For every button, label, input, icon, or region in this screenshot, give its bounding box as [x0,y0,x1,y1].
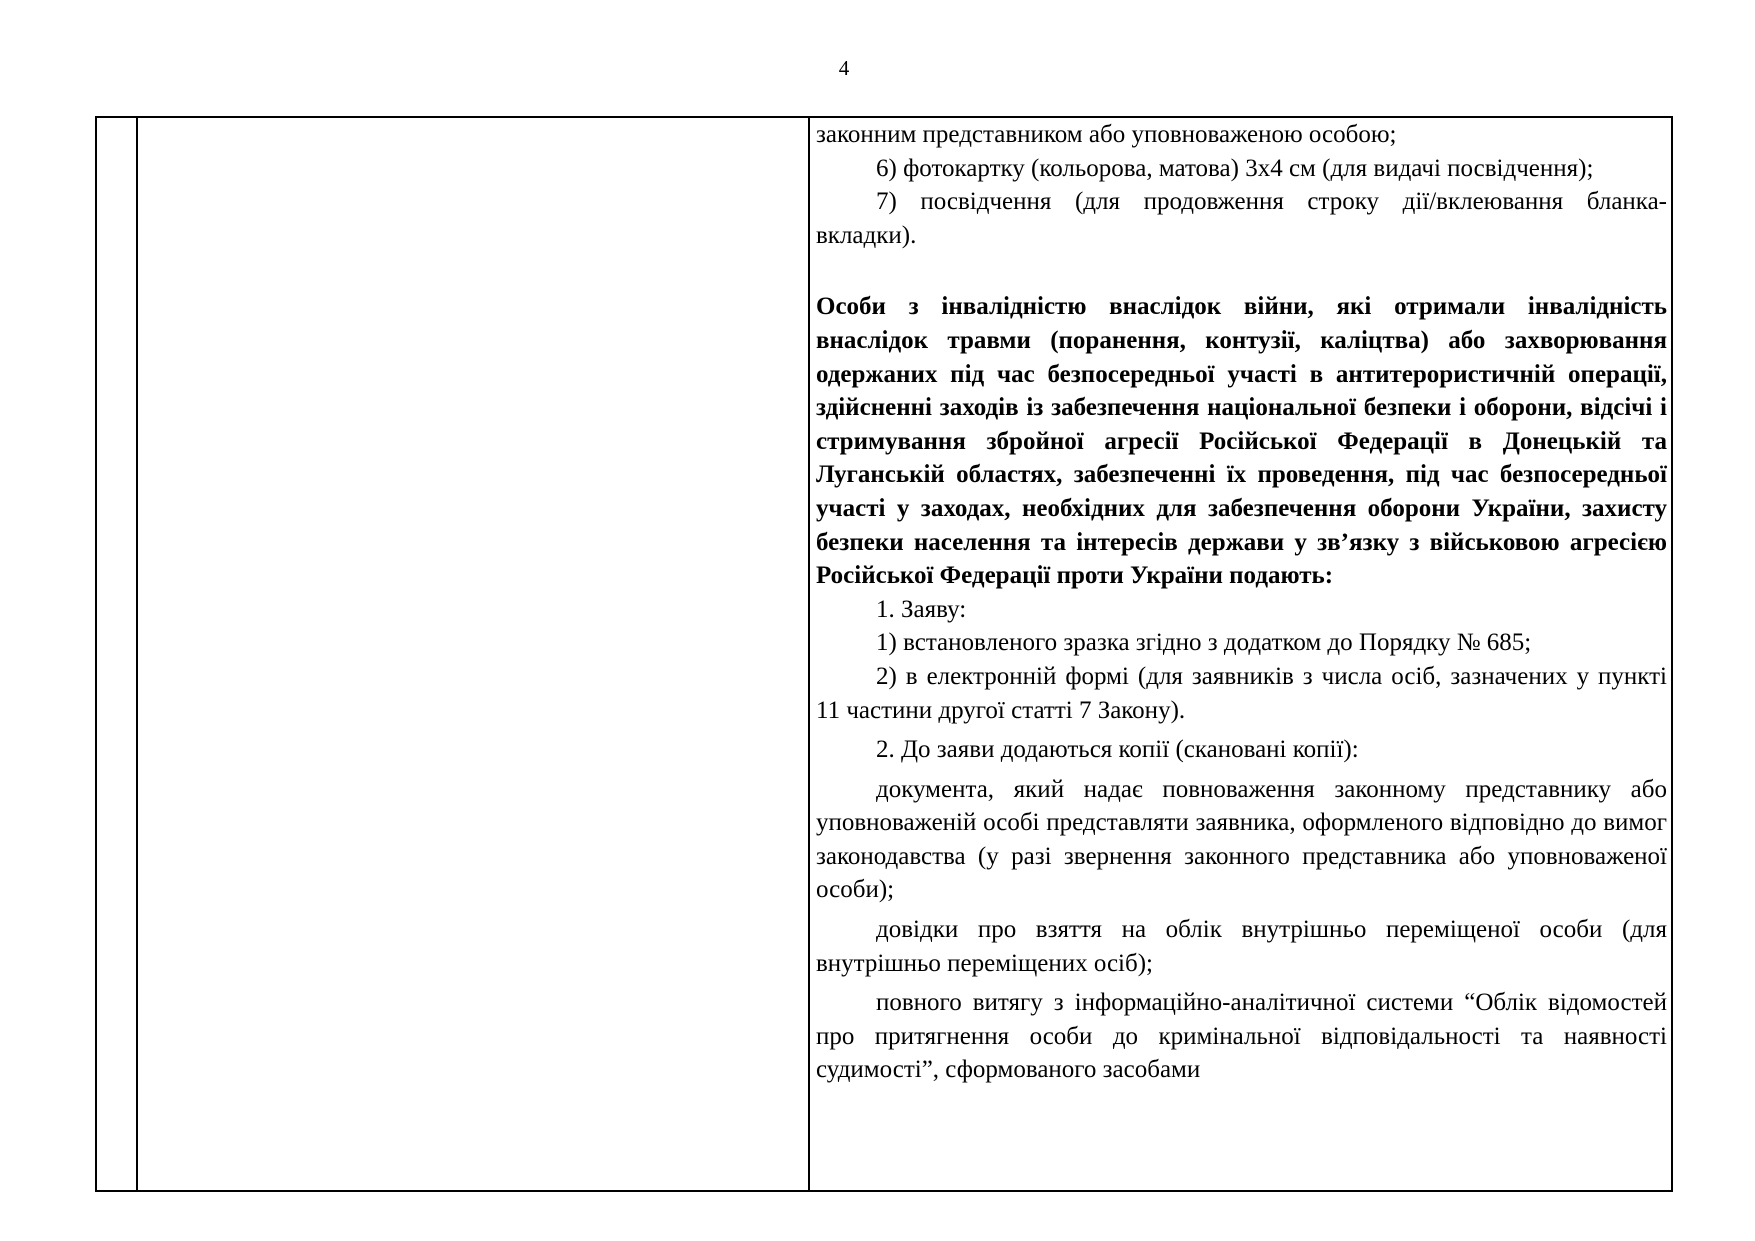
paragraph-criminal-record-extract: повного витягу з інформаційно-аналітичної системи “Облік відомостей про притягнення особи до кримінальної відповідальності та наявності судимості”, сформованого засобами [816,989,1667,1084]
paragraph-authority-document: документа, який надає повноваження законному представнику або уповноваженій особі представляти заявника, оформленого відповідно до вимог законодавства (у разі звернення законного представника або уповноваженої особи); [816,775,1667,904]
list-item-application-electronic: 2) в електронній формі (для заявників з числа осіб, зазначених у пункті 11 частини другої статті 7 Закону). [816,662,1667,724]
paragraph-idp-certificate: довідки про взяття на облік внутрішньо переміщеної особи (для внутрішньо переміщених осіб); [816,916,1667,977]
document-table [95,116,1673,1192]
page-number: 4 [838,56,850,80]
table-column-documents [810,118,1671,1190]
list-item-application-form: 1) встановленого зразка згідно з додатком до Порядку № 685; [876,629,1532,657]
list-item-certificate: 7) посвідчення (для продовження строку дії/вклеювання бланка- вкладки). [816,188,1667,249]
list-item-photo: 6) фотокартку (кольорова, матова) 3х4 см (для видачі посвідчення); [876,154,1594,182]
table-column-number [97,118,138,1190]
list-item-attachments: 2. До заяви додаються копії (скановані копії): [876,736,1359,764]
list-item-application: 1. Заяву: [876,595,967,623]
table-column-service [138,118,810,1190]
section-heading-war-disability: Особи з інвалідністю внаслідок війни, які отримали інвалідність внаслідок травми (поранення, контузії, каліцтва) або захворювання одержаних під час безпосередньої участі в антитерористичній операції, здійсненні заходів із забезпечення національної безпеки і оборони, відсічі і стримування збройної агресії Російської Федерації в Донецькій та Луганській областях, забезпеченні їх проведення, під час безпосередньої участі у заходах, необхідних для забезпечення оборони України, захисту безпеки населення та інтересів держави у зв’язку з військовою агресією Російської Федерації проти України подають: [816,293,1667,590]
paragraph-legal-representative: законним представником або уповноваженою особою; [816,121,1397,148]
